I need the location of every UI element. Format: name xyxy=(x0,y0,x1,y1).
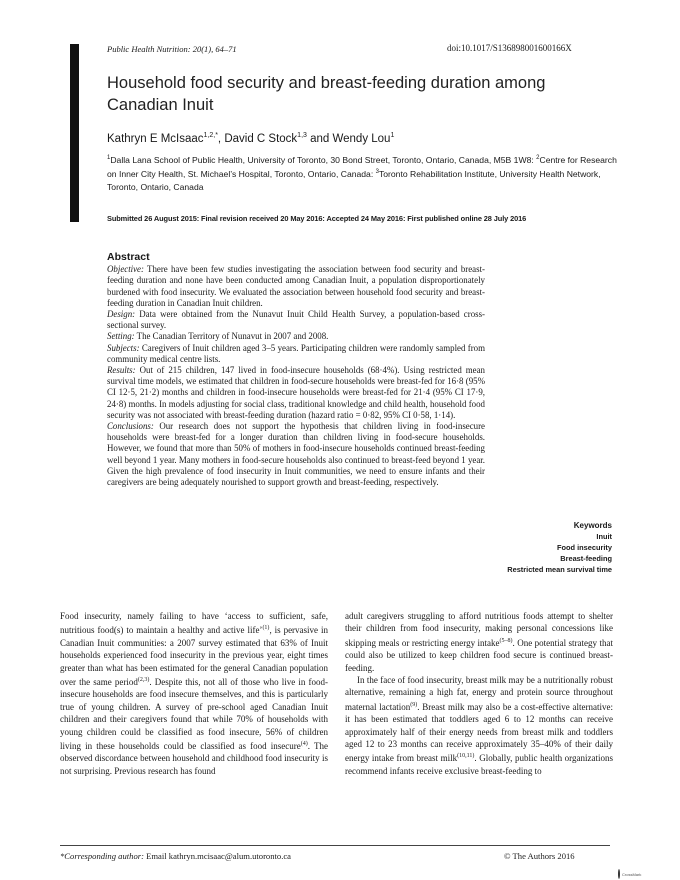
abstract-section-label: Results: xyxy=(107,365,136,376)
article-title: Household food security and breast-feeding duration among Canadian Inuit xyxy=(107,74,546,114)
abstract-section xyxy=(107,331,485,342)
submission-dates: Submitted 26 August 2015: Final revision received 20 May 2016: Accepted 24 May 2016: First published online 28 July 2016 xyxy=(107,214,527,223)
body-text: adult caregivers struggling to afford nutritious foods attempt to shelter their children from food insecurity, making personal concessions like skipping meals or restricting energy intake xyxy=(345,611,613,648)
abstract-section-text: Data were obtained from the Nunavut Inuit Child Health Survey, a population-based cross-sectional survey. xyxy=(107,309,485,331)
author-name: David C Stock xyxy=(224,132,298,145)
author-affiliation-marker: 1,2,* xyxy=(203,132,218,139)
doi-link[interactable]: doi:10.1017/S136898001600166X xyxy=(447,43,572,53)
abstract-section xyxy=(107,309,485,331)
citation-ref: (9) xyxy=(410,701,418,708)
author-separator: and xyxy=(306,132,333,145)
journal-citation: Public Health Nutrition: 20(1), 64–71 xyxy=(107,44,237,54)
crossmark-icon xyxy=(618,869,620,879)
affiliation-marker: 2 xyxy=(536,155,540,161)
abstract-section-label: Conclusions: xyxy=(107,421,154,432)
copyright-notice: © The Authors 2016 xyxy=(504,851,575,861)
abstract-sections xyxy=(107,264,485,488)
affiliation-marker: 1 xyxy=(107,155,111,161)
body-paragraph xyxy=(345,674,613,777)
keywords-heading: Keywords xyxy=(573,521,612,530)
author-affiliation-marker: 1 xyxy=(390,132,395,139)
affiliation-text: Toronto Rehabilitation Institute, University Health Network, Toronto, Ontario, Canada xyxy=(107,169,601,192)
crossmark-badge[interactable] xyxy=(618,868,642,880)
body-text: . The observed discordance between household and childhood food insecurity is not surprising. Previous research has found xyxy=(60,741,328,776)
author-list xyxy=(107,132,394,145)
abstract-section xyxy=(107,421,485,488)
keywords-list xyxy=(507,531,612,575)
body-text: In the face of food insecurity, breast milk may be a nutritionally robust alternative, remaining a high fat, energy and protein source throughout maternal lactation xyxy=(345,675,613,712)
corresponding-author-label: *Corresponding author: xyxy=(60,851,144,861)
section-marker-bar xyxy=(70,44,79,222)
author-name: Kathryn E McIsaac xyxy=(107,132,204,145)
body-paragraph xyxy=(60,610,328,777)
abstract-section-text: Out of 215 children, 147 lived in food-insecure households (68·4%). Using restricted mean survival time models, we estimated that children in food-secure households were breast-fed for 16·8 (95% CI 12·5, 21·2) months and children in food-insecure households were breast-fed for 21·4 (95% CI 17·9, 24·8) months. In models adjusting for social class, traditional knowledge and child health, household food security was not associated with breast-feeding duration (hazard ratio = 0·82, 95% CI 0·58, 1·14). xyxy=(107,365,485,420)
abstract xyxy=(107,252,485,488)
keyword-item: Breast-feeding xyxy=(560,554,612,563)
abstract-section-label: Setting: xyxy=(107,331,135,342)
affiliation-text: Dalla Lana School of Public Health, University of Toronto, 30 Bond Street, Toronto, Ontario, Canada, M5B 1W8: xyxy=(110,154,537,165)
author-name: Wendy Lou xyxy=(332,132,391,145)
body-paragraph xyxy=(345,610,613,674)
citation-ref: (10,11) xyxy=(457,753,475,760)
citation-ref: (1) xyxy=(262,625,270,632)
citation-ref: (5–8) xyxy=(499,637,513,644)
affiliation-text: Centre for Research on Inner City Health, St. Michael’s Hospital, Toronto, Ontario, Canada: xyxy=(107,154,617,180)
abstract-section-text: The Canadian Territory of Nunavut in 2007 and 2008. xyxy=(134,331,329,342)
keyword-item: Food insecurity xyxy=(556,543,612,552)
abstract-section-text: There have been few studies investigating the association between food security and breast-feeding duration and none have been conducted among Canadian Inuit, a population disproportionately burdened with food insecurity. We evaluated the association between household food security and breast-feeding duration in Canadian Inuit children. xyxy=(107,264,485,308)
citation-ref: (2,3) xyxy=(137,677,150,684)
body-text: Food insecurity, namely failing to have ‘access to sufficient, safe, nutritious food(s) to maintain a healthy and active life’ xyxy=(60,611,328,636)
abstract-section-label: Subjects: xyxy=(107,342,140,353)
author-affiliation-marker: 1,3 xyxy=(297,132,307,139)
footnote-divider xyxy=(60,845,610,846)
body-text: . One potential strategy that could also be utilized to keep children food secure is continued breast-feeding. xyxy=(345,637,613,673)
abstract-section xyxy=(107,343,485,365)
crossmark-label: CrossMark xyxy=(622,871,642,877)
abstract-section xyxy=(107,365,485,421)
abstract-section-text: Caregivers of Inuit children aged 3–5 years. Participating children were randomly sampled from community medical centre lists. xyxy=(107,342,485,364)
abstract-section-label: Objective: xyxy=(107,264,144,275)
corresponding-author xyxy=(60,851,291,861)
keyword-item: Inuit xyxy=(596,532,612,541)
body-column-right xyxy=(345,610,613,777)
abstract-section-label: Design: xyxy=(107,309,136,320)
abstract-section-text: Our research does not support the hypothesis that children living in food-insecure households were breast-fed for a longer duration than children living in food-secure households. However, we found that more than 50% of mothers in food-insecure households continued breast-feeding well beyond 1 year. Many mothers in food-secure households also continued to breast-feed beyond 1 year. Given the high prevalence of food insecurity in Inuit communities, we need to ensure infants and their caregivers are being adequately nourished to support growth and breast-feeding, respectively. xyxy=(107,421,485,488)
body-text: . Globally, public health organizations recommend infants receive exclusive breast-feeding to xyxy=(345,753,613,776)
body-text: . Despite this, not all of those who live in food-insecure households are food insecure themselves, and this is particularly true of young children. A survey of pre-school aged Canadian Inuit children and their caregivers found that while 70% of households with young children could be classified as food insecure, 56% of children living in these households could be classified as food insecure xyxy=(60,677,328,752)
body-column-left xyxy=(60,610,328,777)
author-separator: , xyxy=(217,132,225,145)
corresponding-author-email[interactable]: Email kathryn.mcisaac@alum.utoronto.ca xyxy=(143,851,291,861)
keywords-box xyxy=(507,520,612,575)
abstract-section xyxy=(107,264,485,309)
affiliations xyxy=(107,152,622,193)
body-text: , is pervasive in Canadian Inuit communities: a 2007 survey estimated that 63% of Inuit households experienced food insecurity in the previous year, eight times greater than what has been estimated for the general Canadian population over the same period xyxy=(60,625,328,688)
keyword-item: Restricted mean survival time xyxy=(507,565,612,574)
citation-ref: (4) xyxy=(300,741,308,748)
body-text: . Breast milk may also be a cost-effective alternative: it has been estimated that toddlers aged 6 to 12 months can receive approximately half of their energy needs from breast milk and toddlers aged 12 to 23 months can receive approximately 35–40% of their daily energy intake from breast milk xyxy=(345,701,613,764)
abstract-heading: Abstract xyxy=(107,251,150,263)
affiliation-marker: 3 xyxy=(375,169,379,176)
